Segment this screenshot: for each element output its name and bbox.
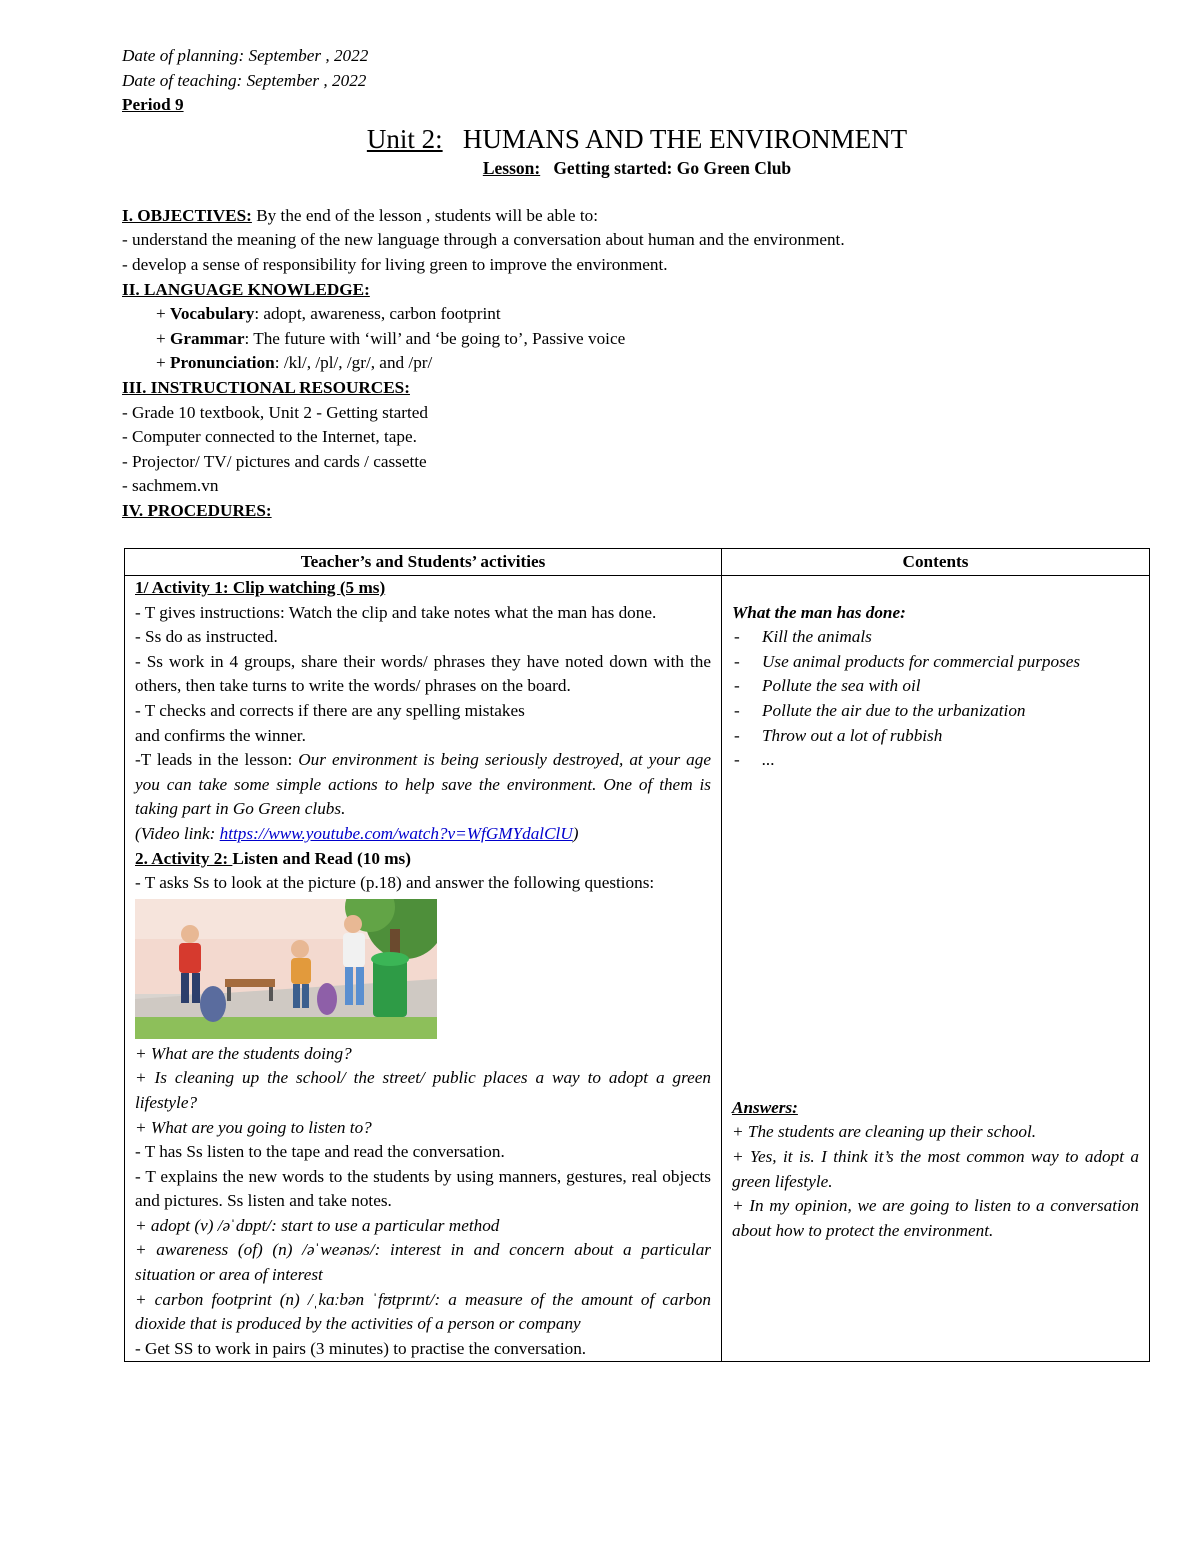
resource-item: - sachmem.vn (122, 476, 219, 496)
unit-title (122, 122, 1152, 156)
objectives-heading: I. OBJECTIVES: (122, 205, 252, 225)
lesson-label: Lesson: (482, 157, 541, 178)
activity2-step: - T explains the new words to the students by using manners, gestures, real objects and pictures. Ss listen and take notes. (135, 1166, 711, 1211)
activity2-title (135, 847, 711, 872)
activities-cell (125, 576, 722, 1362)
resource-item: - Projector/ TV/ pictures and cards / cassette (122, 451, 427, 471)
resources-heading: III. INSTRUCTIONAL RESOURCES: (122, 377, 410, 397)
list-item: - Use animal products for commercial purposes (732, 650, 1139, 675)
list-item: - Pollute the sea with oil (732, 674, 1139, 699)
activity1-title-text: 1/ Activity 1: Clip watching (135, 578, 340, 597)
activity1-step: and confirms the winner. (135, 725, 306, 745)
grammar-line: + Grammar: The future with ‘will’ and ‘be going to’, Passive voice (156, 328, 626, 348)
column-header-contents: Contents (722, 549, 1150, 576)
vocabulary-label: Vocabulary (170, 304, 255, 324)
language-heading: II. LANGUAGE KNOWLEDGE: (122, 279, 370, 299)
vocabulary-text: : adopt, awareness, carbon footprint (254, 304, 501, 324)
activity2-final-step: - Get SS to work in pairs (3 minutes) to practise the conversation. (135, 1338, 587, 1358)
grammar-text: : The future with ‘will’ and ‘be going to’, Passive voice (244, 328, 626, 348)
pronunciation-text: : /kl/, /pl/, /gr/, and /pr/ (274, 353, 433, 373)
students-cleaning-illustration (135, 899, 437, 1039)
objective-item: - understand the meaning of the new language through a conversation about human and the environment. (122, 230, 845, 250)
table-header-row (125, 549, 1150, 576)
procedures-heading: IV. PROCEDURES: (122, 500, 272, 520)
vocabulary-line: + Vocabulary: adopt, awareness, carbon footprint (156, 304, 501, 324)
vocab-entry: + adopt (v) /əˈdɒpt/: start to use a particular method (135, 1215, 500, 1235)
resource-item: - Computer connected to the Internet, tape. (122, 427, 417, 447)
lesson-plan-header (122, 44, 1152, 524)
illustration-image (135, 899, 437, 1039)
list-item: - ... (732, 748, 1139, 773)
unit-name: HUMANS AND THE ENVIRONMENT (462, 123, 908, 154)
list-item: - Throw out a lot of rubbish (732, 724, 1139, 749)
lead-in (135, 748, 711, 822)
resource-item: - Grade 10 textbook, Unit 2 - Getting started (122, 402, 428, 422)
answer-item: + In my opinion, we are going to listen to a conversation about how to protect the environment. (732, 1196, 1139, 1240)
answer-item: + The students are cleaning up their school. (732, 1122, 1037, 1142)
activity1-duration: (5 ms) (339, 578, 386, 597)
list-item: - Pollute the air due to the urbanization (732, 699, 1139, 724)
video-link-line (135, 822, 711, 847)
objectives-section (122, 204, 1152, 229)
table-row (125, 576, 1150, 1362)
video-link[interactable]: https://www.youtube.com/watch?v=WfGMYdalClU (219, 823, 573, 843)
answer-item: + Yes, it is. I think it’s the most common way to adopt a green lifestyle. (732, 1146, 1139, 1191)
lead-in-text: Our environment is being seriously destroyed, at your age you can take some simple actions to help save the environment. One of them is taking part in Go Green clubs. (135, 750, 711, 819)
column-header-activities: Teacher’s and Students’ activities (125, 549, 722, 576)
picture-question: + What are you going to listen to? (135, 1117, 372, 1137)
picture-question: + Is cleaning up the school/ the street/ public places a way to adopt a green lifestyle? (135, 1068, 711, 1112)
activity1-title (135, 576, 711, 601)
pronunciation-label: Pronunciation (170, 353, 275, 373)
lead-in-prefix: -T leads in the lesson: (135, 750, 299, 770)
lesson-name: Getting started: Go Green Club (553, 157, 792, 178)
list-item: - Kill the animals (732, 625, 1139, 650)
video-link-suffix: ) (572, 823, 579, 843)
period-label: Period 9 (122, 95, 184, 115)
video-link-prefix: (Video link: (135, 823, 220, 843)
man-has-done-list (732, 625, 1139, 773)
man-has-done-heading: What the man has done: (732, 602, 906, 622)
vocab-entry: + carbon footprint (n) /ˌkɑːbən ˈfʊtprɪnt/: a measure of the amount of carbon dioxide that is produced by the activities of a person or company (135, 1289, 711, 1334)
unit-label: Unit 2: (366, 123, 443, 154)
activity2-name: Listen and Read (10 ms) (232, 848, 411, 868)
activity2-title-text: 2. Activity 2: (135, 848, 233, 868)
date-of-teaching: Date of teaching: September , 2022 (122, 70, 367, 90)
picture-question: + What are the students doing? (135, 1043, 352, 1063)
activity1-step: - T checks and corrects if there are any spelling mistakes (135, 700, 525, 720)
vocab-entry: + awareness (of) (n) /əˈweənəs/: interest in and concern about a particular situation or area of interest (135, 1240, 711, 1285)
objectives-intro: By the end of the lesson , students will be able to: (251, 205, 598, 225)
answers-heading: Answers: (732, 1097, 798, 1117)
lesson-title (122, 156, 1152, 180)
pronunciation-line: + Pronunciation: /kl/, /pl/, /gr/, and /pr/ (156, 353, 433, 373)
activity1-step: - Ss work in 4 groups, share their words/ phrases they have noted down with the others, then take turns to write the words/ phrases on the board. (135, 651, 711, 696)
activity1-step: - T gives instructions: Watch the clip and take notes what the man has done. (135, 602, 657, 622)
activity2-step: - T has Ss listen to the tape and read the conversation. (135, 1142, 505, 1162)
date-of-planning: Date of planning: September , 2022 (122, 46, 369, 65)
contents-cell (722, 576, 1150, 1362)
procedures-table (124, 548, 1150, 1362)
activity2-intro: - T asks Ss to look at the picture (p.18) and answer the following questions: (135, 873, 655, 893)
activity1-step: - Ss do as instructed. (135, 627, 278, 647)
objective-item: - develop a sense of responsibility for living green to improve the environment. (122, 254, 668, 274)
grammar-label: Grammar (170, 328, 245, 348)
